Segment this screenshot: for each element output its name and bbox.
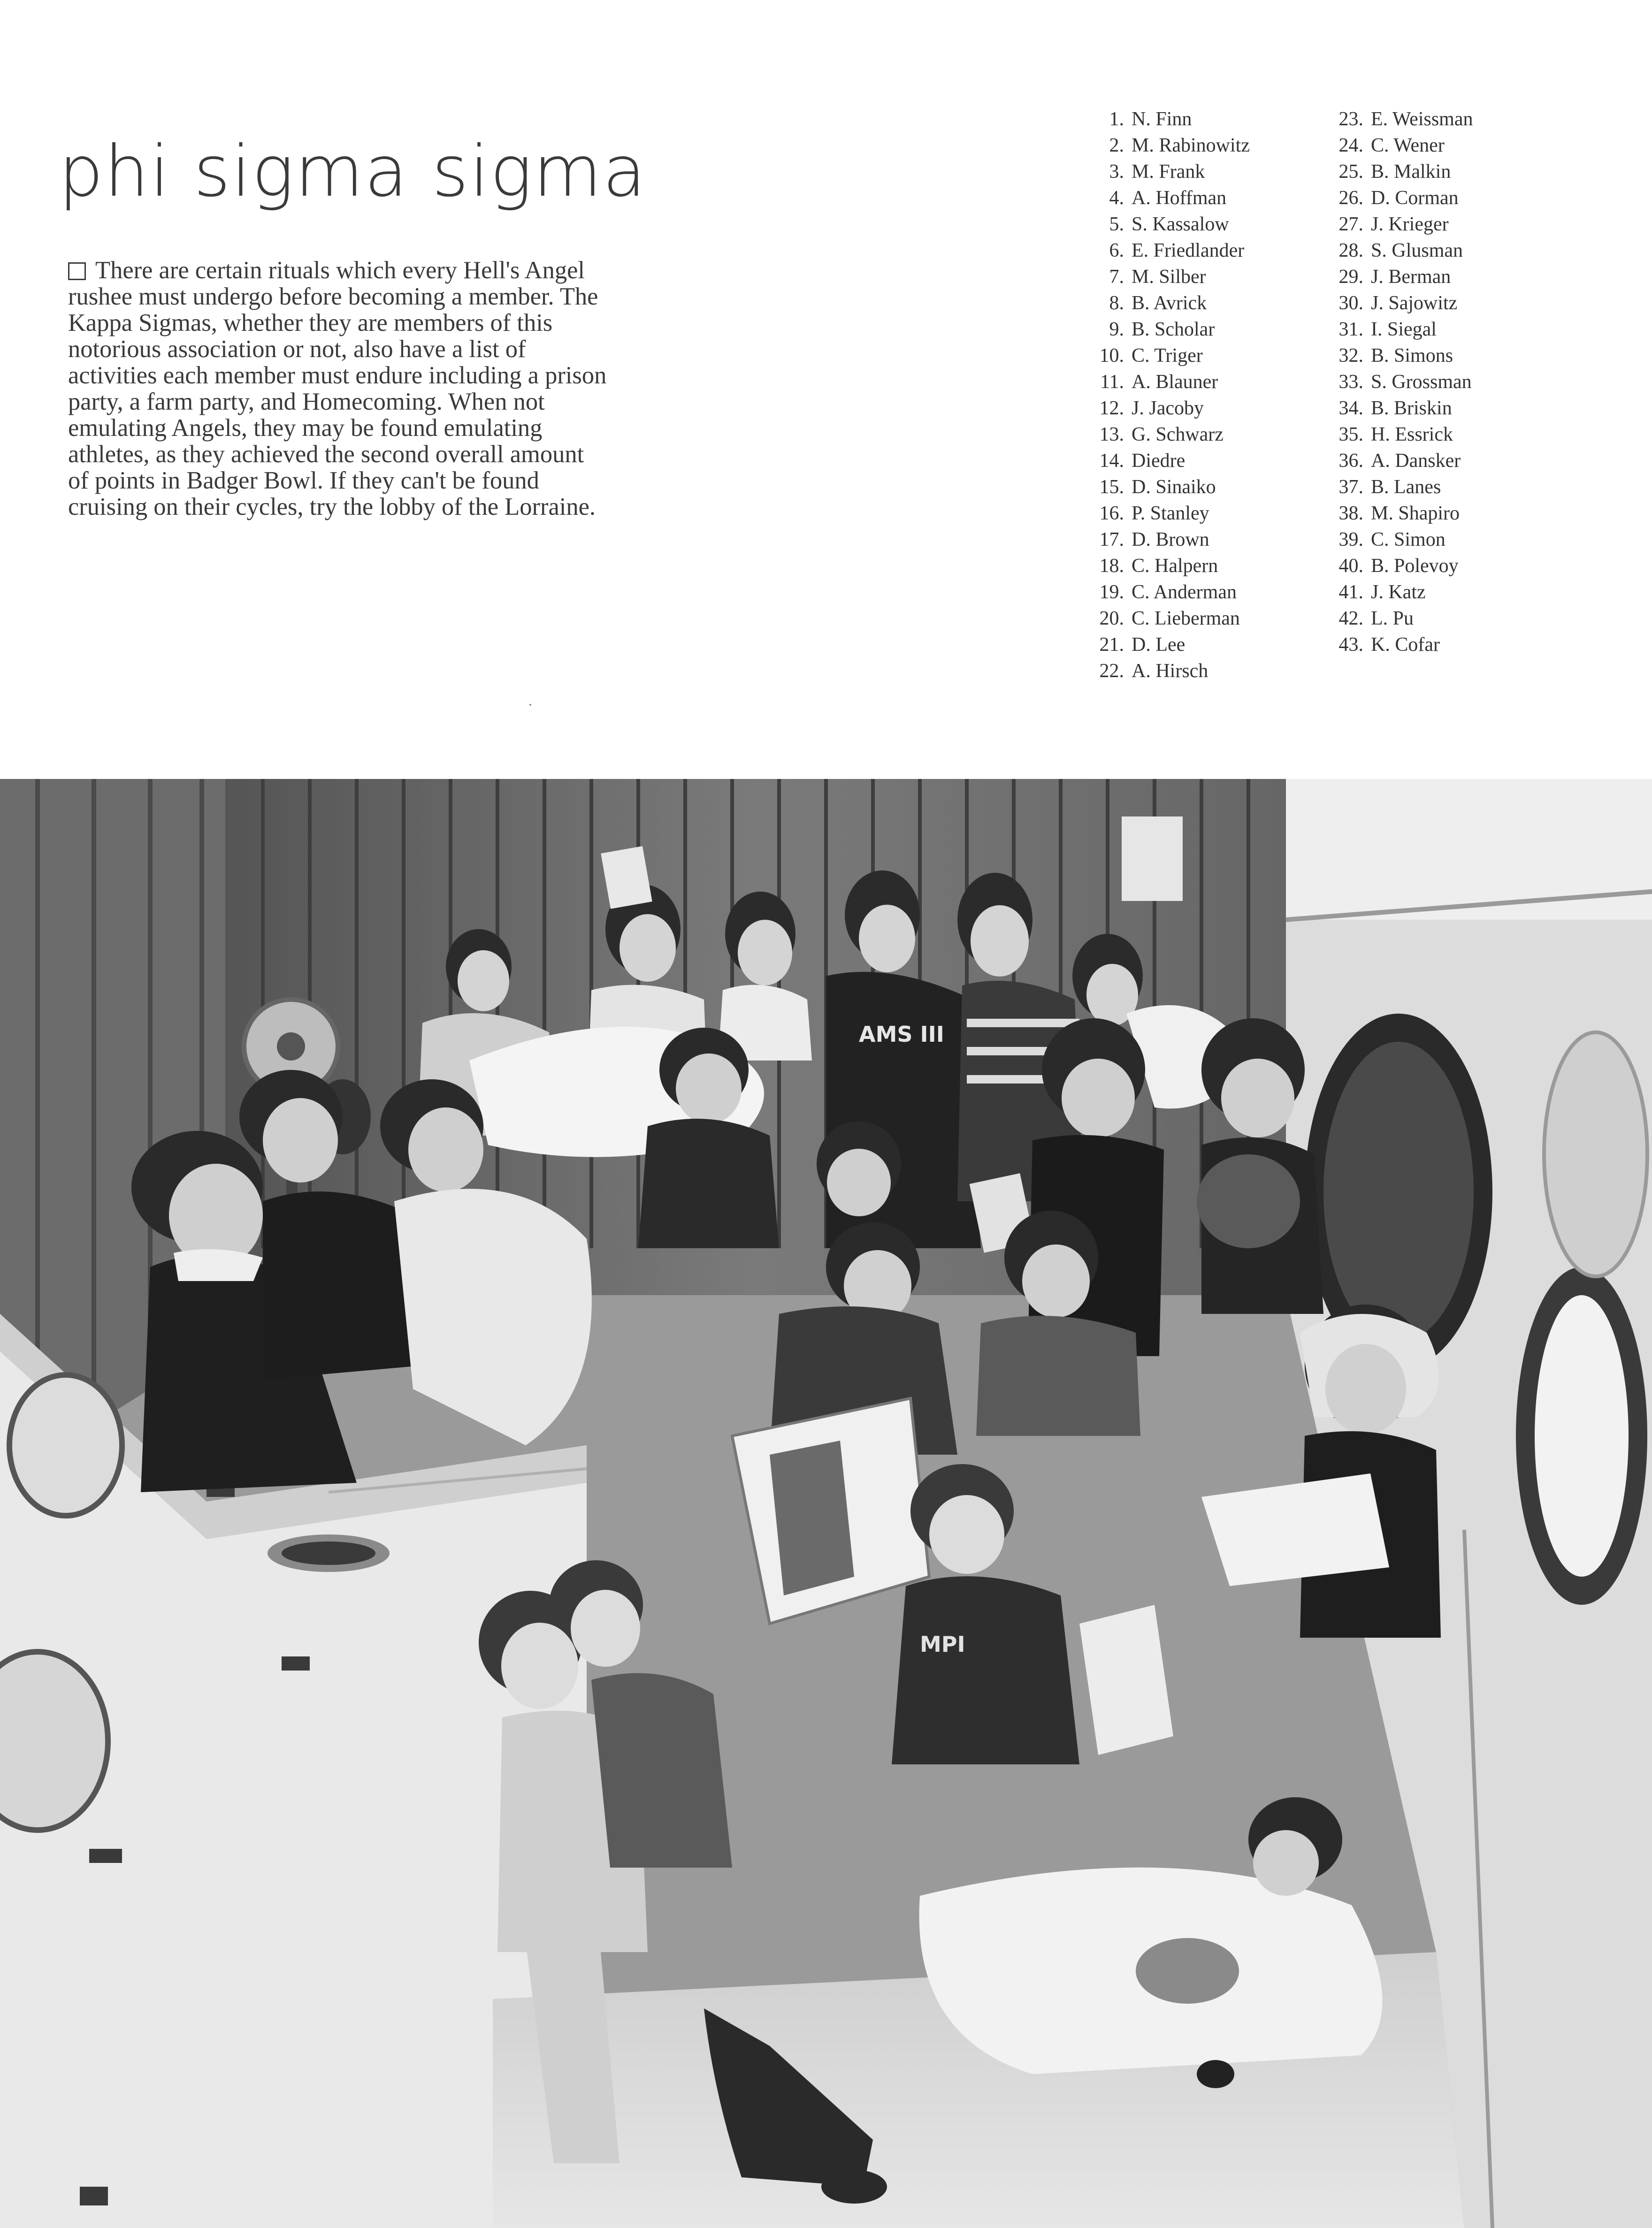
roster-entry <box>1075 395 1250 421</box>
roster-number: 35. <box>1338 424 1363 445</box>
roster-name: C. Halpern <box>1132 555 1218 577</box>
roster-entry <box>1075 448 1250 474</box>
roster-name: D. Lee <box>1132 634 1185 656</box>
roster-name: A. Blauner <box>1132 371 1218 393</box>
roster-number: 38. <box>1338 503 1363 524</box>
roster-name: C. Wener <box>1371 135 1445 156</box>
roster-entry <box>1326 553 1473 579</box>
intro-paragraph <box>68 257 608 520</box>
roster-name: E. Weissman <box>1371 108 1473 130</box>
roster-name: S. Glusman <box>1371 240 1463 261</box>
roster-name: J. Sajowitz <box>1371 292 1458 314</box>
roster-name: J. Berman <box>1371 266 1451 288</box>
roster-number: 37. <box>1338 476 1363 498</box>
roster-name: B. Avrick <box>1132 292 1207 314</box>
roster-entry <box>1326 106 1473 132</box>
roster-number: 29. <box>1338 266 1363 288</box>
roster-name: D. Sinaiko <box>1132 476 1216 498</box>
roster-number: 8. <box>1109 292 1124 314</box>
roster-name: E. Friedlander <box>1132 240 1245 261</box>
roster-entry <box>1075 343 1250 369</box>
roster-entry <box>1075 316 1250 343</box>
roster-number: 13. <box>1099 424 1124 445</box>
roster-number: 9. <box>1109 319 1124 340</box>
roster-entry <box>1326 474 1473 500</box>
roster-number: 26. <box>1338 187 1363 209</box>
roster-name: M. Shapiro <box>1371 503 1460 524</box>
roster-number: 16. <box>1099 503 1124 524</box>
roster-name: S. Kassalow <box>1132 214 1229 235</box>
roster-number: 3. <box>1109 161 1124 183</box>
roster-entry <box>1075 658 1250 684</box>
roster-entry <box>1326 448 1473 474</box>
roster-name: L. Pu <box>1371 608 1414 629</box>
roster-number: 20. <box>1099 608 1124 629</box>
roster-name: Diedre <box>1132 450 1185 472</box>
roster-number: 40. <box>1338 555 1363 577</box>
sweatshirt-lettering-2: MPI <box>920 1632 965 1657</box>
roster-name: J. Jacoby <box>1132 397 1204 419</box>
roster-number: 41. <box>1338 581 1363 603</box>
roster-entry <box>1326 290 1473 316</box>
roster-name: A. Dansker <box>1371 450 1461 472</box>
roster-name: H. Essrick <box>1371 424 1453 445</box>
roster-entry <box>1075 290 1250 316</box>
roster-entry <box>1326 369 1473 395</box>
roster-number: 4. <box>1109 187 1124 209</box>
roster-entry <box>1326 211 1473 237</box>
roster-entry <box>1326 605 1473 632</box>
roster-number: 14. <box>1099 450 1124 472</box>
roster-number: 34. <box>1338 397 1363 419</box>
roster-number: 12. <box>1099 397 1124 419</box>
roster-entry <box>1075 369 1250 395</box>
roster-column-1 <box>1075 106 1250 684</box>
group-photo <box>0 779 1652 2228</box>
roster-column-2 <box>1326 106 1473 658</box>
roster-number: 39. <box>1338 529 1363 550</box>
roster-number: 1. <box>1109 108 1124 130</box>
roster-name: M. Rabinowitz <box>1132 135 1250 156</box>
roster-entry <box>1075 553 1250 579</box>
speck <box>529 704 531 706</box>
roster-name: B. Lanes <box>1371 476 1441 498</box>
roster-entry <box>1075 579 1250 605</box>
roster-number: 23. <box>1338 108 1363 130</box>
roster-entry <box>1326 159 1473 185</box>
roster-number: 22. <box>1099 660 1124 682</box>
roster-number: 31. <box>1338 319 1363 340</box>
roster-number: 10. <box>1099 345 1124 366</box>
roster-entry <box>1075 185 1250 211</box>
roster-entry <box>1075 632 1250 658</box>
roster-name: S. Grossman <box>1371 371 1472 393</box>
roster-name: G. Schwarz <box>1132 424 1224 445</box>
roster-number: 11. <box>1100 371 1124 393</box>
roster-name: B. Scholar <box>1132 319 1215 340</box>
roster-number: 19. <box>1099 581 1124 603</box>
roster-entry <box>1326 316 1473 343</box>
roster-entry <box>1326 185 1473 211</box>
roster-number: 28. <box>1338 240 1363 261</box>
roster-number: 6. <box>1109 240 1124 261</box>
roster-number: 17. <box>1099 529 1124 550</box>
roster-name: P. Stanley <box>1132 503 1209 524</box>
roster-name: C. Anderman <box>1132 581 1237 603</box>
roster-name: D. Brown <box>1132 529 1209 550</box>
roster-entry <box>1326 632 1473 658</box>
roster-entry <box>1326 421 1473 448</box>
page-title: phi sigma sigma <box>59 130 647 213</box>
roster-entry <box>1075 605 1250 632</box>
roster-entry <box>1326 526 1473 553</box>
roster-entry <box>1326 264 1473 290</box>
roster-name: J. Krieger <box>1371 214 1449 235</box>
roster-name: A. Hoffman <box>1132 187 1227 209</box>
roster-entry <box>1326 237 1473 264</box>
roster-number: 25. <box>1338 161 1363 183</box>
roster-number: 15. <box>1099 476 1124 498</box>
roster-name: C. Simon <box>1371 529 1446 550</box>
roster-number: 42. <box>1338 608 1363 629</box>
roster-number: 5. <box>1109 214 1124 235</box>
roster-entry <box>1075 526 1250 553</box>
roster-entry <box>1075 421 1250 448</box>
roster-number: 32. <box>1338 345 1363 366</box>
roster-name: I. Siegal <box>1371 319 1437 340</box>
intro-text: There are certain rituals which every Hell's Angel rushee must undergo before becoming a member. The Kappa Sigmas, whether they are members of this notorious association or not, also have a list of activities each member must endure including a prison party, a farm party, and Homecoming. When not emulating Angels, they may be found emulating athletes, as they achieved the second overall amount of points in Badger Bowl. If they can't be found cruising on their cycles, try the lobby of the Lorraine. <box>68 256 607 520</box>
roster-number: 33. <box>1338 371 1363 393</box>
roster-entry <box>1075 474 1250 500</box>
roster-name: A. Hirsch <box>1132 660 1208 682</box>
sweatshirt-lettering-1: AMS III <box>859 1022 944 1047</box>
laundromat-group-photo <box>0 779 1652 2228</box>
roster-entry <box>1075 211 1250 237</box>
roster-entry <box>1326 579 1473 605</box>
roster-entry <box>1326 343 1473 369</box>
roster-name: C. Lieberman <box>1132 608 1240 629</box>
roster-entry <box>1075 132 1250 159</box>
roster-name: C. Triger <box>1132 345 1203 366</box>
roster-entry <box>1075 500 1250 526</box>
roster-number: 7. <box>1109 266 1124 288</box>
roster-number: 2. <box>1109 135 1124 156</box>
roster-entry <box>1075 237 1250 264</box>
roster-entry <box>1075 264 1250 290</box>
roster-name: B. Briskin <box>1371 397 1452 419</box>
roster-name: N. Finn <box>1132 108 1192 130</box>
roster-entry <box>1326 132 1473 159</box>
roster-number: 24. <box>1338 135 1363 156</box>
roster-number: 36. <box>1338 450 1363 472</box>
roster-number: 30. <box>1338 292 1363 314</box>
roster-number: 18. <box>1099 555 1124 577</box>
roster-name: B. Malkin <box>1371 161 1451 183</box>
roster-name: K. Cofar <box>1371 634 1440 656</box>
roster-number: 27. <box>1338 214 1363 235</box>
roster-entry <box>1326 395 1473 421</box>
roster-name: B. Polevoy <box>1371 555 1459 577</box>
roster-name: J. Katz <box>1371 581 1426 603</box>
roster-entry <box>1075 106 1250 132</box>
roster-name: B. Simons <box>1371 345 1453 366</box>
bullet-box-icon <box>68 262 86 280</box>
roster-name: M. Frank <box>1132 161 1205 183</box>
roster-name: M. Silber <box>1132 266 1206 288</box>
roster-number: 43. <box>1338 634 1363 656</box>
roster-entry <box>1075 159 1250 185</box>
roster-number: 21. <box>1099 634 1124 656</box>
roster-entry <box>1326 500 1473 526</box>
roster-name: D. Corman <box>1371 187 1459 209</box>
